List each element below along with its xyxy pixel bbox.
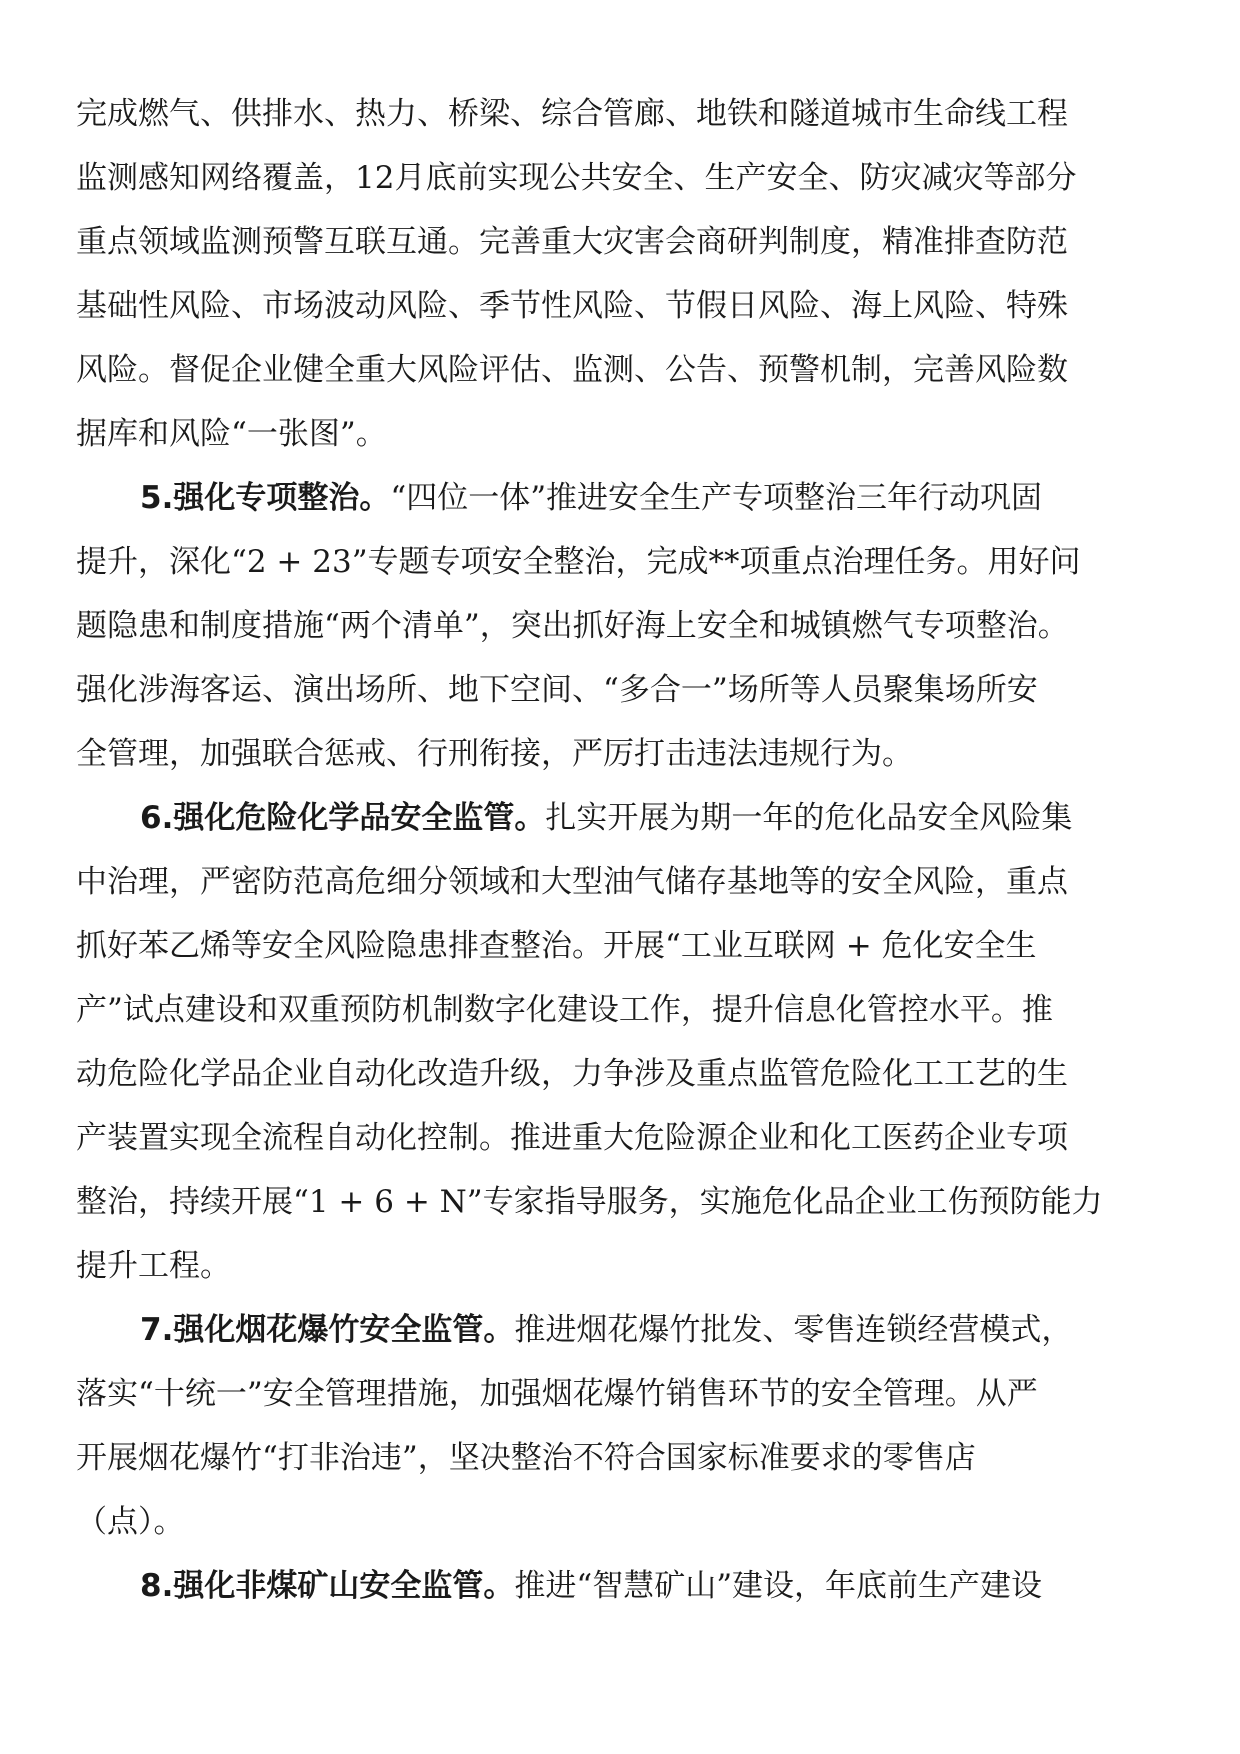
text-line: （点）。 bbox=[76, 1504, 185, 1540]
text-line: 完成燃气、供排水、热力、桥梁、综合管廊、地铁和隧道城市生命线工程 bbox=[76, 96, 1068, 132]
text-line: 题隐患和制度措施“两个清单”，突出抓好海上安全和城镇燃气专项整治。 bbox=[76, 608, 1069, 644]
paragraph-section-6 bbox=[76, 786, 1156, 1298]
text-line: 监测感知网络覆盖，12月底前实现公共安全、生产安全、防灾减灾等部分 bbox=[76, 160, 1077, 196]
paragraph-first-line bbox=[76, 466, 1156, 530]
document-page bbox=[76, 82, 1156, 1618]
text-line: 强化涉海客运、演出场所、地下空间、“多合一”场所等人员聚集场所安 bbox=[76, 672, 1038, 708]
paragraph-section-8 bbox=[76, 1554, 1156, 1618]
section-heading: 8.强化非煤矿山安全监管。 bbox=[140, 1568, 515, 1604]
text-line: 产”试点建设和双重预防机制数字化建设工作，提升信息化管控水平。推 bbox=[76, 992, 1053, 1028]
section-text: 推进“智慧矿山”建设，年底前生产建设 bbox=[514, 1568, 1043, 1604]
section-heading: 6.强化危险化学品安全监管。 bbox=[140, 800, 546, 836]
text-line: 风险。督促企业健全重大风险评估、监测、公告、预警机制，完善风险数 bbox=[76, 352, 1068, 388]
paragraph-first-line bbox=[76, 1554, 1156, 1618]
section-heading: 7.强化烟花爆竹安全监管。 bbox=[140, 1312, 515, 1348]
paragraph-section-7 bbox=[76, 1298, 1156, 1554]
text-line: 基础性风险、市场波动风险、季节性风险、节假日风险、海上风险、特殊 bbox=[76, 288, 1068, 324]
text-line: 动危险化学品企业自动化改造升级，力争涉及重点监管危险化工工艺的生 bbox=[76, 1056, 1068, 1092]
paragraph-continuation bbox=[76, 82, 1156, 466]
paragraph-section-5 bbox=[76, 466, 1156, 786]
text-line: 中治理，严密防范高危细分领域和大型油气储存基地等的安全风险，重点 bbox=[76, 864, 1068, 900]
section-text: 扎实开展为期一年的危化品安全风险集 bbox=[545, 800, 1073, 836]
text-line: 全管理，加强联合惩戒、行刑衔接，严厉打击违法违规行为。 bbox=[76, 736, 913, 772]
paragraph-first-line bbox=[76, 786, 1156, 850]
text-line: 开展烟花爆竹“打非治违”，坚决整治不符合国家标准要求的零售店 bbox=[76, 1440, 976, 1476]
text-line: 提升工程。 bbox=[76, 1248, 231, 1284]
text-line: 提升，深化“2 + 23”专题专项安全整治，完成**项重点治理任务。用好问 bbox=[76, 544, 1081, 580]
paragraph-first-line bbox=[76, 1298, 1156, 1362]
text-line: 抓好苯乙烯等安全风险隐患排查整治。开展“工业互联网 + 危化安全生 bbox=[76, 928, 1037, 964]
section-text: 推进烟花爆竹批发、零售连锁经营模式， bbox=[514, 1312, 1073, 1348]
text-line: 产装置实现全流程自动化控制。推进重大危险源企业和化工医药企业专项 bbox=[76, 1120, 1068, 1156]
text-line: 落实“十统一”安全管理措施，加强烟花爆竹销售环节的安全管理。从严 bbox=[76, 1376, 1038, 1412]
text-line: 重点领域监测预警互联互通。完善重大灾害会商研判制度，精准排查防范 bbox=[76, 224, 1068, 260]
text-line: 整治，持续开展“1 + 6 + N”专家指导服务，实施危化品企业工伤预防能力 bbox=[76, 1184, 1103, 1220]
section-heading: 5.强化专项整治。 bbox=[140, 480, 391, 516]
text-line: 据库和风险“一张图”。 bbox=[76, 416, 387, 452]
section-text: “四位一体”推进安全生产专项整治三年行动巩固 bbox=[390, 480, 1043, 516]
